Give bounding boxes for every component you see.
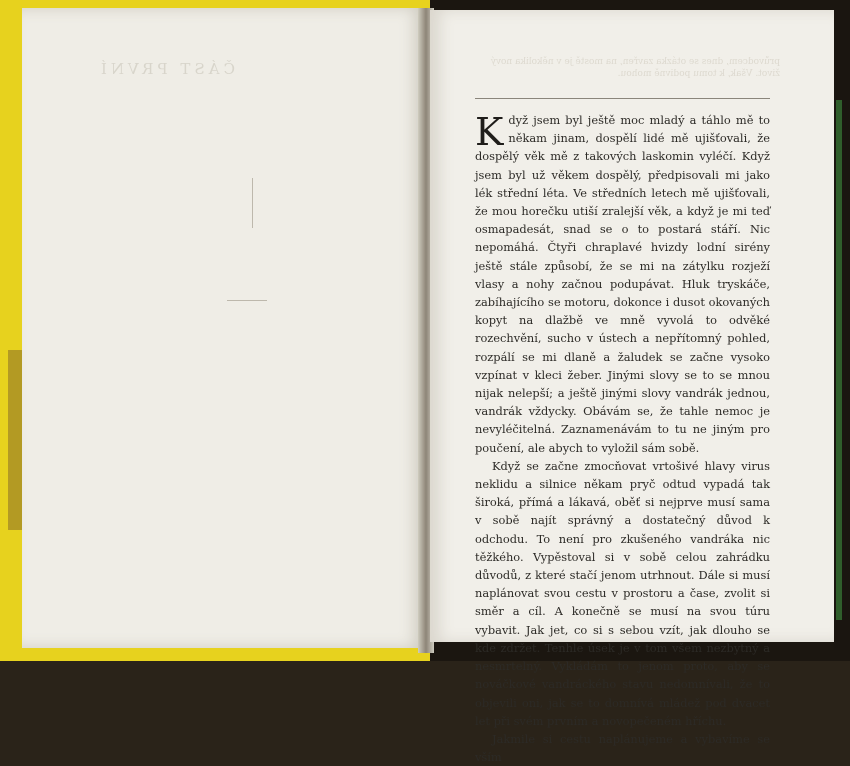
paragraph-3: Jakmile si cestu naplánujeme a vybavíme se vším bbox=[475, 731, 770, 765]
page-mark bbox=[227, 300, 267, 301]
cover-wear-strip bbox=[8, 350, 22, 530]
drop-cap: K bbox=[475, 110, 504, 154]
paragraph-1 bbox=[475, 111, 770, 457]
paragraph-2: Když se začne zmocňovat vrtošivé hlavy virus neklidu a silnice někam pryč odtud vypadá tak široká, přímá a lákavá, oběť si nejprve musí sama v sobě najít správný a dostatečný důvod k odchodu. To není pro zkušeného vandráka nic těžkého. Vypěstoval si v sobě celou zahrádku důvodů, z které stačí jenom utrhnout. Dále si musí naplánovat svou cestu v prostoru a čase, zvolit si směr a cíl. A konečně se musí na svou túru vybavit. Jak jet, co si s sebou vzít, jak dlouho se kde zdržet. Tenhle úsek je v tom všem nezbytný a nesmrtelný. Vykládám to jenom proto, aby se nováčkové vandráckého stavu nedomnívali, že to objevili oni, jak se to domnívá mládež pod dvacet let při svém prvním a novopečeném hříchu. bbox=[475, 458, 770, 728]
green-cover-edge bbox=[836, 100, 842, 620]
left-page bbox=[22, 8, 424, 648]
right-page-bleed-through: průvodcem, dnes se otázka zavřen, na mostě je v několika nový život. Však, k tomu podivně mohou. bbox=[490, 57, 780, 79]
body-text bbox=[475, 111, 770, 766]
page-mark bbox=[252, 178, 253, 228]
paragraph-1-text: dyž jsem byl ještě moc mladý a táhlo mě to někam jinam, dospělí lidé mě ujišťovali, že dospělý věk mě z takových laskomin vyléčí. Když jsem byl už věkem dospělý, předpisovali mi jako lék střední léta. Ve středních letech mě ujišťovali, že mou horečku utiší zralejší věk, a když je mi teď osmapadesát, snad se o to postará stáří. Nic nepomáhá. Čtyři chraplavé hvizdy lodní sirény ještě stále způsobí, že se mi na zátylku rozježí vlasy a nohy začnou podupávat. Hluk tryskáče, zabíhajícího se motoru, dokonce i dusot okovaných kopyt na dlažbě ve mně vyvolá to odvěké rozechvění, sucho v ústech a nepřítomný pohled, rozpálí se mi dlaně a žaludek se začne vysoko vzpínat v kleci žeber. Jinými slovy se to se mnou nijak nelepší; a ještě jinými slovy vandrák jednou, vandrák vždycky. Obávám se, že tahle nemoc je nevyléčitelná. Zaznamenávám to tu ne jiným pro poučení, ale abych to vyložil sám sobě. bbox=[475, 113, 770, 455]
left-page-bleed-through: ČÁST PRVNÍ bbox=[96, 60, 235, 78]
header-rule bbox=[475, 98, 770, 99]
